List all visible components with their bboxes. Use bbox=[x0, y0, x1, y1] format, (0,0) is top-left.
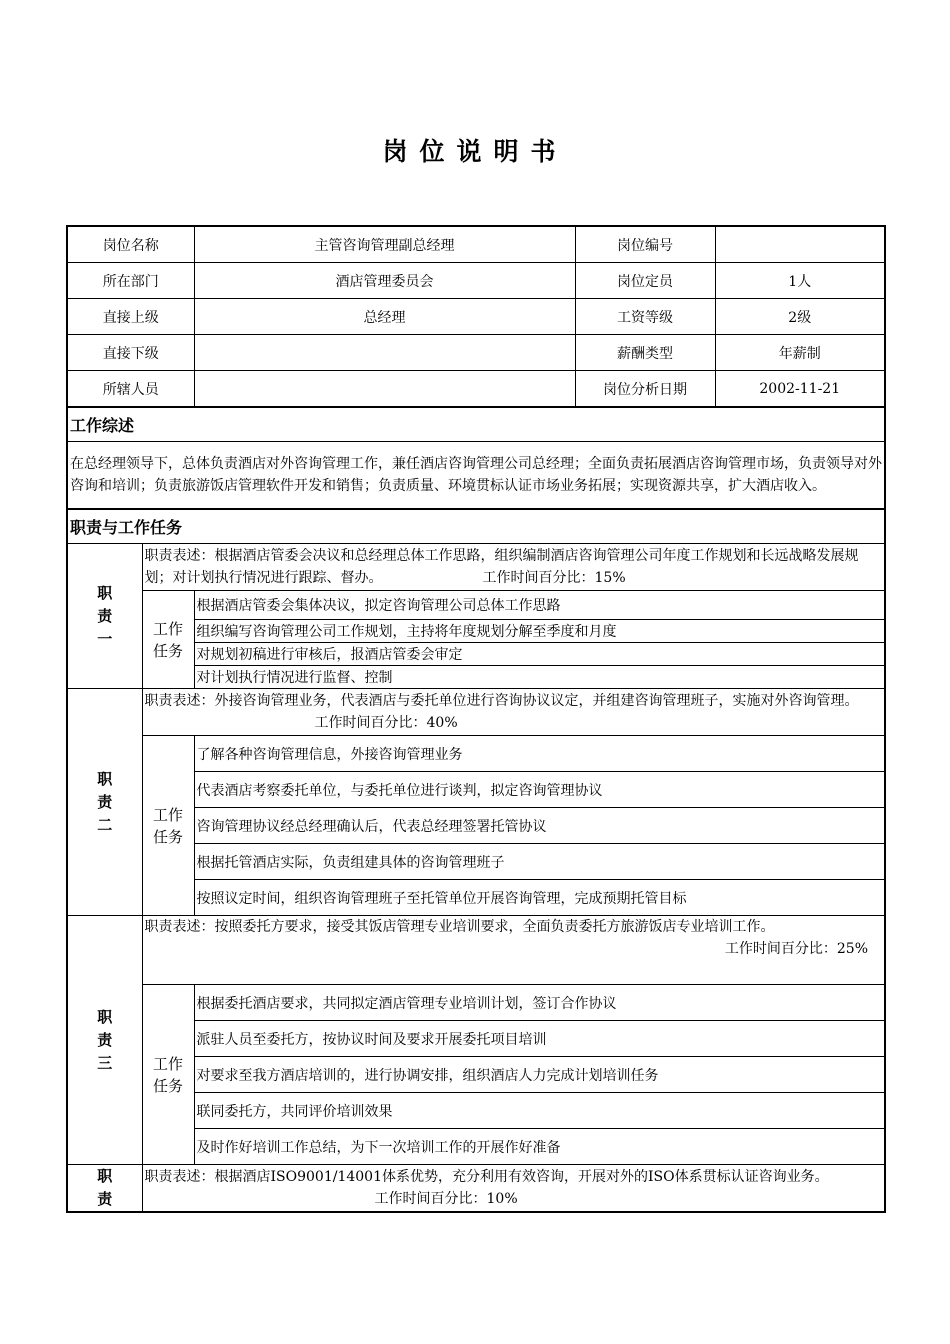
summary-heading-row bbox=[67, 407, 885, 442]
duty-4-label: 职责 bbox=[67, 1165, 142, 1213]
duty-1-task-label: 工作任务 bbox=[142, 591, 194, 689]
duties-heading-row bbox=[67, 509, 885, 544]
summary-heading: 工作综述 bbox=[67, 407, 885, 442]
duty-1-percentage: 工作时间百分比：15% bbox=[482, 570, 626, 586]
duty-3-task-3: 对要求至我方酒店培训的，进行协调安排，组织酒店人力完成计划培训任务 bbox=[194, 1057, 885, 1093]
duty-3-description: 职责表述：按照委托方要求，接受其饭店管理专业培训要求，全面负责委托方旅游饭店专业培训工作。 工作时间百分比：25% bbox=[142, 916, 885, 985]
value-headcount: 1人 bbox=[715, 263, 885, 299]
duty-1-task-1: 根据酒店管委会集体决议，拟定咨询管理公司总体工作思路 bbox=[194, 591, 885, 620]
value-analysis-date: 2002-11-21 bbox=[715, 371, 885, 408]
duty-1-label: 职责一 bbox=[67, 544, 142, 689]
value-staff bbox=[194, 371, 575, 408]
value-salary-grade: 2级 bbox=[715, 299, 885, 335]
duty-2-task-label: 工作任务 bbox=[142, 736, 194, 916]
duty-1-task-row bbox=[67, 591, 885, 620]
duty-1-desc-row bbox=[67, 544, 885, 591]
job-description-table bbox=[66, 225, 886, 1213]
info-row-5 bbox=[67, 371, 885, 408]
info-row-3 bbox=[67, 299, 885, 335]
duty-3-task-4: 联同委托方，共同评价培训效果 bbox=[194, 1093, 885, 1129]
duty-4-percentage: 工作时间百分比：10% bbox=[374, 1191, 518, 1207]
label-position-name: 岗位名称 bbox=[67, 226, 194, 263]
value-department: 酒店管理委员会 bbox=[194, 263, 575, 299]
duty-1-task-4: 对计划执行情况进行监督、控制 bbox=[194, 666, 885, 689]
value-position-code bbox=[715, 226, 885, 263]
label-salary-grade: 工资等级 bbox=[575, 299, 715, 335]
duty-2-task-3: 咨询管理协议经总经理确认后，代表总经理签署托管协议 bbox=[194, 808, 885, 844]
duty-4-desc-row bbox=[67, 1165, 885, 1213]
info-row-2 bbox=[67, 263, 885, 299]
duty-2-percentage: 工作时间百分比：40% bbox=[314, 715, 458, 731]
duty-3-desc-row bbox=[67, 916, 885, 985]
duty-3-task-2: 派驻人员至委托方，按协议时间及要求开展委托项目培训 bbox=[194, 1021, 885, 1057]
duty-2-task-1: 了解各种咨询管理信息，外接咨询管理业务 bbox=[194, 736, 885, 772]
info-row-4 bbox=[67, 335, 885, 371]
duty-4-description: 职责表述：根据酒店ISO9001/14001体系优势，充分利用有效咨询，开展对外的ISO体系贯标认证咨询业务。工作时间百分比：10% bbox=[142, 1165, 885, 1213]
duty-3-percentage: 工作时间百分比：25% bbox=[724, 941, 868, 957]
summary-text-row bbox=[67, 442, 885, 510]
duty-2-task-4: 根据托管酒店实际，负责组建具体的咨询管理班子 bbox=[194, 844, 885, 880]
duty-2-description: 职责表述：外接咨询管理业务，代表酒店与委托单位进行咨询协议议定，并组建咨询管理班子，实施对外咨询管理。工作时间百分比：40% bbox=[142, 689, 885, 736]
duty-3-task-5: 及时作好培训工作总结，为下一次培训工作的开展作好准备 bbox=[194, 1129, 885, 1165]
duty-2-task-row bbox=[67, 736, 885, 772]
duty-1-task-3: 对规划初稿进行审核后，报酒店管委会审定 bbox=[194, 643, 885, 666]
label-pay-type: 薪酬类型 bbox=[575, 335, 715, 371]
duty-3-task-row bbox=[67, 985, 885, 1021]
label-headcount: 岗位定员 bbox=[575, 263, 715, 299]
duty-1-task-2: 组织编写咨询管理公司工作规划，主持将年度规划分解至季度和月度 bbox=[194, 620, 885, 643]
duty-2-task-2: 代表酒店考察委托单位，与委托单位进行谈判，拟定咨询管理协议 bbox=[194, 772, 885, 808]
value-pay-type: 年薪制 bbox=[715, 335, 885, 371]
label-position-code: 岗位编号 bbox=[575, 226, 715, 263]
duty-3-label: 职责三 bbox=[67, 916, 142, 1165]
label-direct-superior: 直接上级 bbox=[67, 299, 194, 335]
duty-3-task-label: 工作任务 bbox=[142, 985, 194, 1165]
duty-2-label: 职责二 bbox=[67, 689, 142, 916]
info-row-1 bbox=[67, 226, 885, 263]
duties-heading: 职责与工作任务 bbox=[67, 509, 885, 544]
label-department: 所在部门 bbox=[67, 263, 194, 299]
duty-2-task-5: 按照议定时间，组织咨询管理班子至托管单位开展咨询管理，完成预期托管目标 bbox=[194, 880, 885, 916]
duty-2-desc-row bbox=[67, 689, 885, 736]
value-direct-subordinate bbox=[194, 335, 575, 371]
label-staff: 所辖人员 bbox=[67, 371, 194, 408]
duty-3-task-1: 根据委托酒店要求，共同拟定酒店管理专业培训计划，签订合作协议 bbox=[194, 985, 885, 1021]
page-title: 岗位说明书 bbox=[382, 137, 568, 166]
duty-1-description: 职责表述：根据酒店管委会决议和总经理总体工作思路，组织编制酒店咨询管理公司年度工作规划和长远战略发展规划；对计划执行情况进行跟踪、督办。 工作时间百分比：15% bbox=[142, 544, 885, 591]
summary-text: 在总经理领导下，总体负责酒店对外咨询管理工作，兼任酒店咨询管理公司总经理；全面负责拓展酒店咨询管理市场，负责领导对外咨询和培训；负责旅游饭店管理软件开发和销售；负责质量、环境贯标认证市场业务拓展；实现资源共享，扩大酒店收入。 bbox=[67, 442, 885, 510]
value-position-name: 主管咨询管理副总经理 bbox=[194, 226, 575, 263]
label-analysis-date: 岗位分析日期 bbox=[575, 371, 715, 408]
value-direct-superior: 总经理 bbox=[194, 299, 575, 335]
label-direct-subordinate: 直接下级 bbox=[67, 335, 194, 371]
